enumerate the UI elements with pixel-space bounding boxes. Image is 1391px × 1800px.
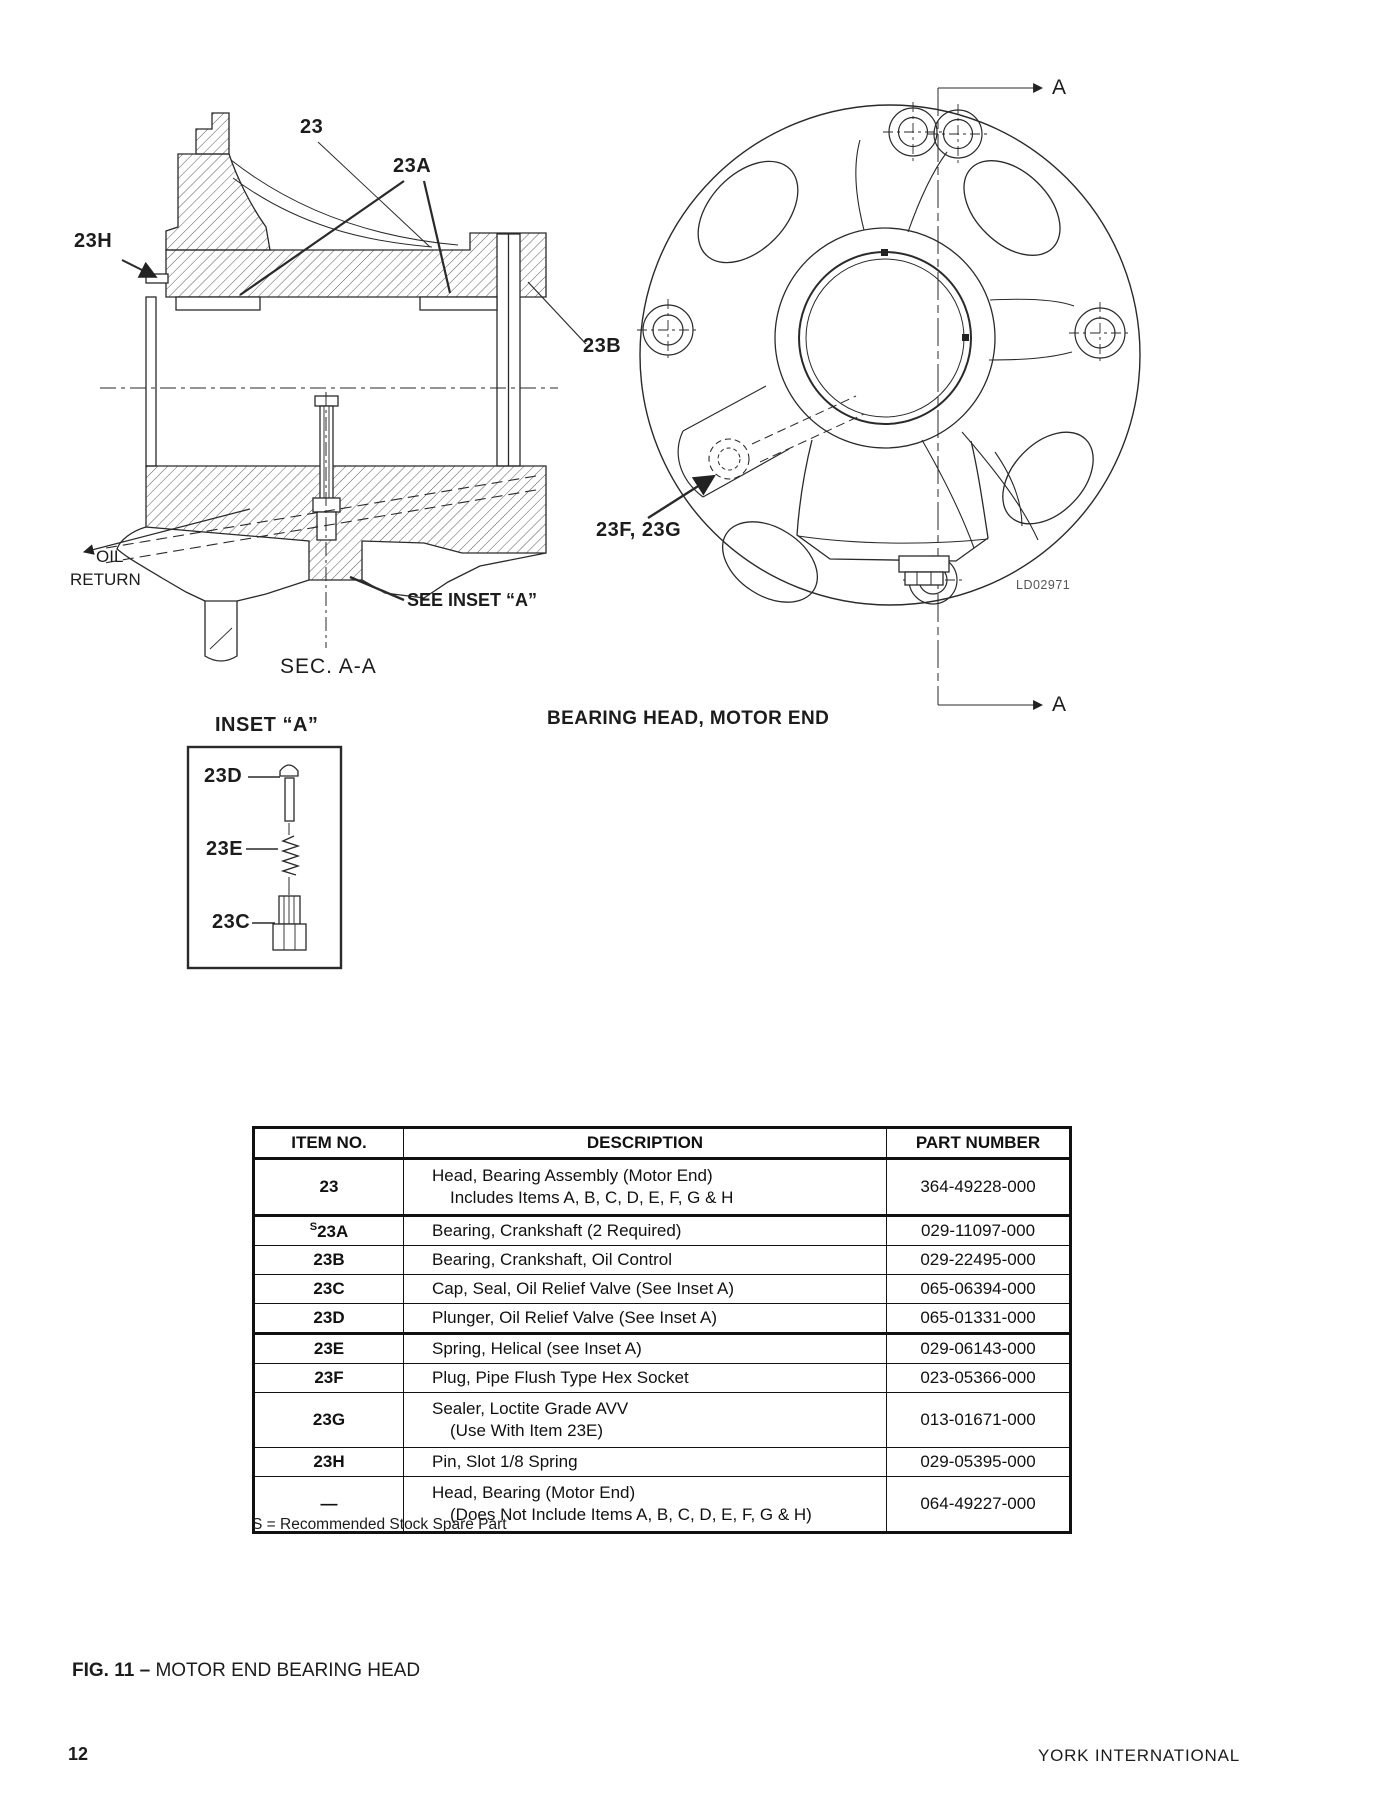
drawing-code: LD02971: [1016, 578, 1071, 592]
part-cell: 029-05395-000: [887, 1448, 1071, 1477]
table-row: [254, 1304, 1071, 1334]
table-row: [254, 1246, 1071, 1275]
callout-23f-23g: 23F, 23G: [596, 519, 682, 541]
table-row: [254, 1334, 1071, 1364]
publisher-name: YORK INTERNATIONAL: [1037, 1746, 1240, 1765]
part-cell: 029-11097-000: [887, 1216, 1071, 1246]
page-title: BEARING HEAD, MOTOR END: [547, 708, 830, 729]
callout-23h: 23H: [74, 230, 113, 252]
section-view-drawing: [84, 113, 586, 661]
callout-23a: 23A: [393, 155, 432, 177]
table-row: [254, 1216, 1071, 1246]
inset-caption: INSET “A”: [215, 714, 319, 736]
desc-cell: Head, Bearing (Motor End) (Does Not Include Items A, B, C, D, E, F, G & H): [404, 1477, 887, 1533]
desc-cell: Bearing, Crankshaft, Oil Control: [404, 1246, 887, 1275]
desc-cell: Pin, Slot 1/8 Spring: [404, 1448, 887, 1477]
callout-23d: 23D: [204, 765, 243, 787]
part-cell: 065-01331-000: [887, 1304, 1071, 1334]
leader-23b: [528, 282, 586, 344]
item-cell: 23E: [254, 1334, 404, 1364]
item-cell: 23B: [254, 1246, 404, 1275]
part-cell: 029-22495-000: [887, 1246, 1071, 1275]
leader-see-inset: [350, 577, 404, 600]
see-inset-label: SEE INSET “A”: [407, 590, 538, 610]
item-cell: $^S$23A: [254, 1216, 404, 1246]
table-row: [254, 1393, 1071, 1448]
table-footnote: S = Recommended Stock Spare Part: [252, 1516, 507, 1533]
table-row: [254, 1364, 1071, 1393]
table-row: [254, 1448, 1071, 1477]
table-row: [254, 1159, 1071, 1216]
table-row: [254, 1275, 1071, 1304]
item-cell: 23D: [254, 1304, 404, 1334]
item-cell: 23F: [254, 1364, 404, 1393]
col-header-part: PART NUMBER: [887, 1128, 1071, 1159]
col-header-description: DESCRIPTION: [404, 1128, 887, 1159]
leader-23h-arrow-icon: [122, 260, 156, 277]
section-marker-a-top: A: [1052, 76, 1067, 99]
desc-cell: Plunger, Oil Relief Valve (See Inset A): [404, 1304, 887, 1334]
callout-23b: 23B: [583, 335, 622, 357]
face-view-drawing: [637, 88, 1140, 705]
oil-return-label-line1: OIL: [96, 547, 124, 566]
figure-caption: [72, 1660, 420, 1682]
table-header-row: [254, 1128, 1071, 1159]
part-cell: 364-49228-000: [887, 1159, 1071, 1216]
desc-cell: Plug, Pipe Flush Type Hex Socket: [404, 1364, 887, 1393]
item-cell: 23C: [254, 1275, 404, 1304]
desc-cell: Spring, Helical (see Inset A): [404, 1334, 887, 1364]
parts-table: [252, 1126, 1072, 1534]
item-cell: 23G: [254, 1393, 404, 1448]
section-caption: SEC. A-A: [280, 655, 377, 678]
part-cell: 023-05366-000: [887, 1364, 1071, 1393]
item-cell: 23H: [254, 1448, 404, 1477]
page-number: 12: [68, 1744, 89, 1764]
part-cell: 064-49227-000: [887, 1477, 1071, 1533]
desc-cell: Cap, Seal, Oil Relief Valve (See Inset A): [404, 1275, 887, 1304]
part-cell: 065-06394-000: [887, 1275, 1071, 1304]
item-cell: —: [254, 1477, 404, 1533]
figure-number: FIG. 11 –: [72, 1660, 151, 1681]
figure-title: MOTOR END BEARING HEAD: [155, 1660, 421, 1681]
desc-cell: Bearing, Crankshaft (2 Required): [404, 1216, 887, 1246]
part-cell: 029-06143-000: [887, 1334, 1071, 1364]
item-cell: 23: [254, 1159, 404, 1216]
col-header-item: ITEM NO.: [254, 1128, 404, 1159]
desc-cell: Head, Bearing Assembly (Motor End) Includes Items A, B, C, D, E, F, G & H: [404, 1159, 887, 1216]
desc-cell: Sealer, Loctite Grade AVV (Use With Item 23E): [404, 1393, 887, 1448]
callout-23: 23: [300, 116, 324, 138]
oil-return-label-line2: RETURN: [70, 570, 141, 589]
callout-23e: 23E: [206, 838, 244, 860]
callout-23c: 23C: [212, 911, 251, 933]
section-marker-a-bottom: A: [1052, 693, 1067, 716]
part-cell: 013-01671-000: [887, 1393, 1071, 1448]
